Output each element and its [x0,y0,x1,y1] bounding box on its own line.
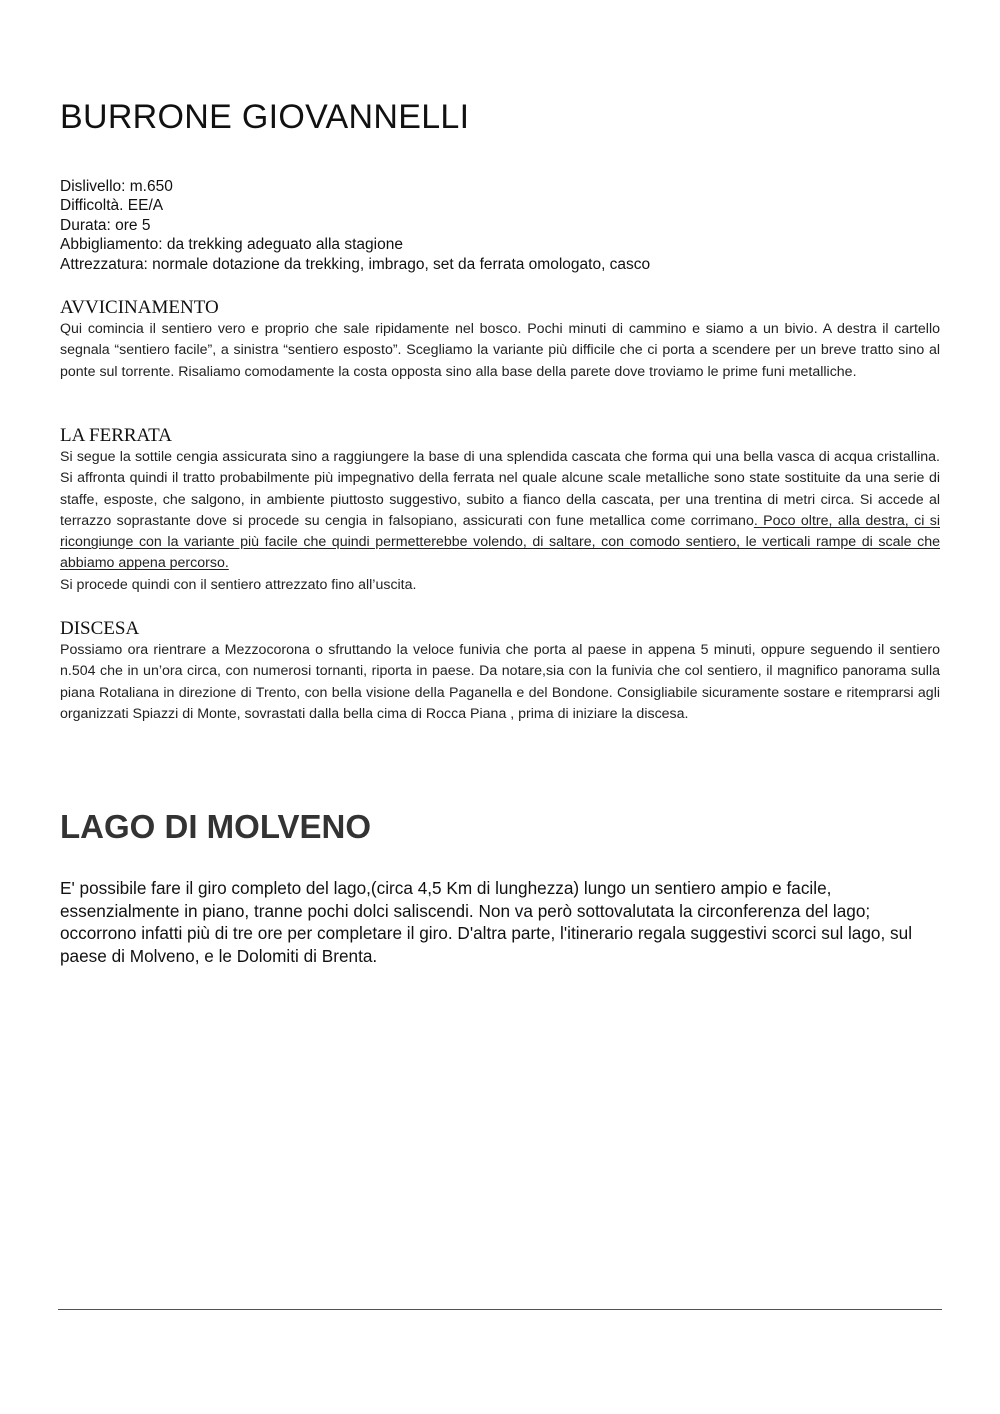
section-text-discesa: Possiamo ora rientrare a Mezzocorona o sfruttando la veloce funivia che porta al paese in appena 5 minuti, oppure seguendo il sentiero n.504 che in un’ora circa, con numerosi tornanti, riporta in paese. Da notare,sia con la funivia che col sentiero, il magnifico panorama sulla piana Rotaliana in direzione di Trento, con bella visione della Paganella e del Bondone. Consigliabile sicuramente sostare e ritemprarsi agli organizzati Spiazzi di Monte, sovrastati dalla bella cima di Rocca Piana , prima di iniziare la discesa. [60,642,940,722]
section-heading-ferrata: LA FERRATA [60,425,172,446]
ferrata-closing: Si procede quindi con il sentiero attrezzato fino all’uscita. [60,576,417,593]
section-text-ferrata [60,447,940,575]
section-heading-discesa: DISCESA [60,618,140,639]
section-ferrata [60,425,940,596]
route-specs [60,177,940,274]
spec-abbigliamento: Abbigliamento: da trekking adeguato alla stagione [60,236,403,254]
spec-durata: Durata: ore 5 [60,216,151,234]
spec-dislivello: Dislivello: m.650 [60,178,173,195]
section-discesa [60,618,940,725]
section-text-avvicinamento: Qui comincia il sentiero vero e proprio che sale ripidamente nel bosco. Pochi minuti di cammino e siamo a un bivio. A destra il cartello segnala “sentiero facile”, a sinistra “sentiero esposto”. Scegliamo la variante più difficile che ci porta a scendere per un breve tratto sino al ponte sul torrente. Risaliamo comodamente la costa opposta sino alla base della parete dove troviamo le prime funi metalliche. [60,321,940,380]
ferrata-text-main: Si segue la sottile cengia assicurata sino a raggiungere la base di una splendida cascata che forma qui una bella vasca di acqua cristallina. Si affronta quindi il tratto probabilmente più impegnativo della ferrata nel quale alcune scale metalliche sono state sostituite da una serie di staffe, esposte, che salgono, in ambiente piuttosto suggestivo, subito a fianco della cascata, per una trentina di metri circa. Si accede al terrazzo soprastante dove si procede su cengia in falsopiano, assicurati con fune metallica come corrimano [60,449,940,529]
spec-difficolta: Difficoltà. EE/A [60,197,164,215]
page-title: BURRONE GIOVANNELLI [60,98,470,136]
lago-title: LAGO DI MOLVENO [60,808,372,845]
section-heading-avvicinamento: AVVICINAMENTO [60,297,219,318]
lago-text: E' possibile fare il giro completo del lago,(circa 4,5 Km di lunghezza) lungo un sentiero ampio e facile, essenzialmente in piano, tranne pochi dolci saliscendi. Non va però sottovalutata la circonferenza del lago; occorrono infatti più di tre ore per completare il giro. D'altra parte, l'itinerario regala suggestivi scorci sul lago, sul paese di Molveno, e le Dolomiti di Brenta. [60,878,913,966]
footer-divider [58,1309,942,1310]
section-avvicinamento [60,297,940,383]
spec-attrezzatura: Attrezzatura: normale dotazione da trekking, imbrago, set da ferrata omologato, casco [60,255,651,273]
ferrata-text-underlined: . Poco oltre, alla destra, ci si ricongiunge con la variante più facile che quindi permetterebbe volendo, di saltare, con comodo sentiero, le verticali rampe di scale che abbiamo appena percorso. [60,512,940,572]
